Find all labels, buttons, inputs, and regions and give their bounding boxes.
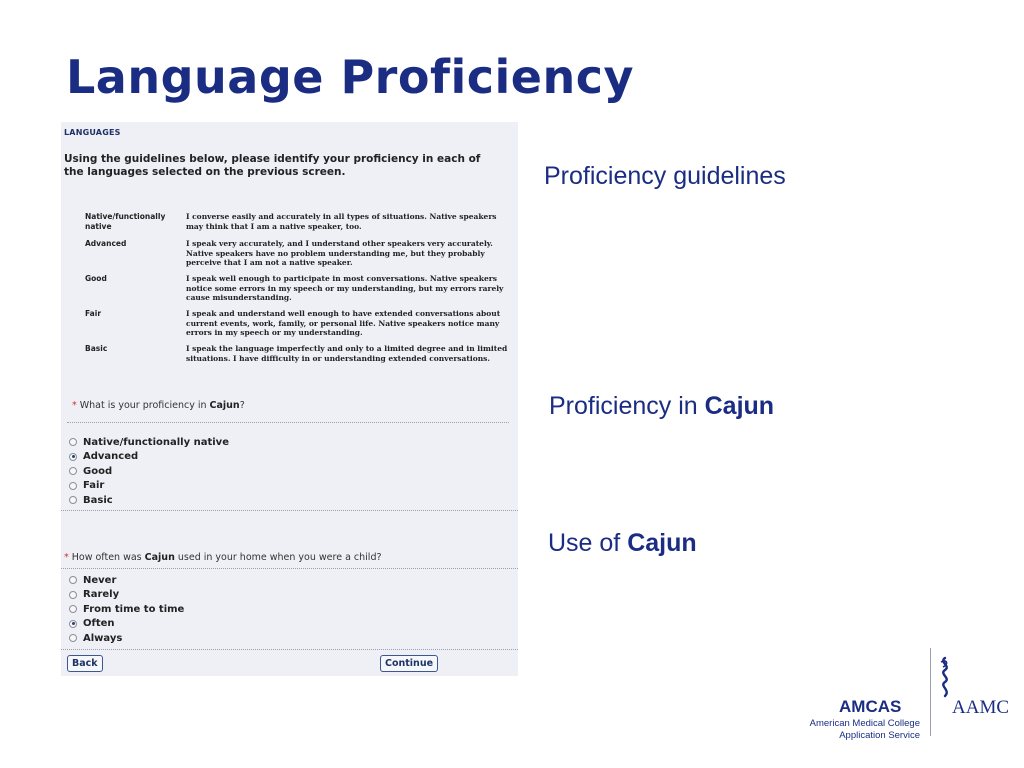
proficiency-radio-group: [69, 435, 229, 508]
radio-fair[interactable]: [69, 479, 229, 494]
guideline-row: [85, 274, 510, 309]
radio-basic[interactable]: [69, 493, 229, 508]
guideline-row: [85, 309, 510, 344]
guideline-row: [85, 239, 510, 274]
language-name: Cajun: [209, 400, 240, 411]
aamc-logo-text: AAMC: [952, 697, 1010, 718]
radio-label: Advanced: [83, 451, 139, 463]
form-intro: Using the guidelines below, please identify your proficiency in each of the languages selected on the previous screen.: [64, 153, 481, 178]
question-suffix: used in your home when you were a child?: [177, 552, 382, 563]
guideline-description: I speak the language imperfectly and only to a limited degree and in limited situations. I have difficulty in or understanding extended conversations.: [186, 344, 508, 363]
required-asterisk: *: [72, 400, 77, 411]
radio-label: Often: [83, 618, 115, 630]
radio-advanced[interactable]: [69, 450, 229, 465]
radio-never[interactable]: [69, 573, 184, 588]
caption-prefix: Use of: [548, 529, 621, 557]
caption-proficiency: [549, 392, 774, 421]
guideline-row: [85, 212, 510, 239]
language-name: Cajun: [144, 552, 175, 563]
radio-button[interactable]: [69, 605, 77, 613]
logo-divider: [930, 648, 931, 736]
radio-from-time-to-time[interactable]: [69, 602, 184, 617]
radio-button[interactable]: [69, 576, 77, 584]
caption-language: Cajun: [627, 529, 697, 557]
section-heading: LANGUAGES: [64, 128, 121, 137]
radio-native[interactable]: [69, 435, 229, 450]
divider: [61, 510, 518, 511]
guideline-term: Native/functionally native: [85, 212, 166, 231]
guideline-description: I converse easily and accurately in all types of situations. Native speakers may think that I am a native speaker, too.: [186, 212, 497, 231]
amcas-logo-text: AMCAS: [839, 697, 902, 716]
radio-label: Always: [83, 632, 123, 644]
amcas-subtitle-line1: American Medical College: [809, 718, 920, 729]
guideline-description: I speak and understand well enough to have extended conversations about current events, work, family, or personal life. Native speakers notice many errors in my speech or my understanding.: [186, 309, 501, 337]
radio-label: Never: [83, 574, 117, 586]
radio-often[interactable]: [69, 617, 184, 632]
question-prefix: How often was: [71, 552, 142, 563]
radio-button[interactable]: [69, 467, 77, 475]
question-home-use-label: [64, 552, 382, 563]
caduceus-icon: [935, 656, 955, 700]
radio-button[interactable]: [69, 496, 77, 504]
amcas-subtitle-line2: Application Service: [839, 730, 920, 741]
caption-use: [548, 529, 697, 558]
guideline-term: Basic: [85, 344, 108, 353]
slide-title: Language Proficiency: [66, 50, 634, 104]
form-screenshot: [61, 122, 518, 676]
guidelines-table: [85, 212, 510, 374]
guideline-description: I speak well enough to participate in most conversations. Native speakers notice some errors in my speech or my understanding, but my errors rarely cause misunderstanding.: [186, 274, 504, 302]
guideline-row: [85, 344, 510, 374]
radio-label: Good: [83, 465, 113, 477]
divider: [61, 568, 518, 569]
radio-rarely[interactable]: [69, 588, 184, 603]
radio-label: Fair: [83, 480, 105, 492]
radio-button[interactable]: [69, 438, 77, 446]
guideline-term: Good: [85, 274, 107, 283]
radio-button[interactable]: [69, 482, 77, 490]
radio-button[interactable]: [69, 634, 77, 642]
radio-good[interactable]: [69, 464, 229, 479]
caption-language: Cajun: [704, 392, 775, 420]
radio-label: Native/functionally native: [83, 436, 229, 448]
radio-button-selected[interactable]: [69, 453, 77, 461]
radio-button-selected[interactable]: [69, 620, 77, 628]
caption-guidelines: Proficiency guidelines: [544, 162, 786, 190]
back-button[interactable]: Back: [67, 655, 103, 672]
radio-label: Basic: [83, 494, 113, 506]
question-prefix: What is your proficiency in: [79, 400, 207, 411]
radio-button[interactable]: [69, 591, 77, 599]
guideline-term: Advanced: [85, 239, 127, 248]
guideline-description: I speak very accurately, and I understand other speakers very accurately. Native speakers have no problem understanding me, but they probably perceive that I am not a native speaker.: [186, 239, 493, 267]
divider: [61, 649, 518, 650]
question-suffix: ?: [239, 400, 245, 411]
divider: [67, 422, 509, 423]
guideline-term: Fair: [85, 309, 102, 318]
required-asterisk: *: [64, 552, 69, 563]
home-use-radio-group: [69, 573, 184, 646]
radio-always[interactable]: [69, 631, 184, 646]
radio-label: From time to time: [83, 603, 185, 615]
continue-button[interactable]: Continue: [380, 655, 438, 672]
radio-label: Rarely: [83, 589, 120, 601]
caption-prefix: Proficiency in: [549, 392, 698, 420]
question-proficiency-label: [72, 400, 245, 411]
